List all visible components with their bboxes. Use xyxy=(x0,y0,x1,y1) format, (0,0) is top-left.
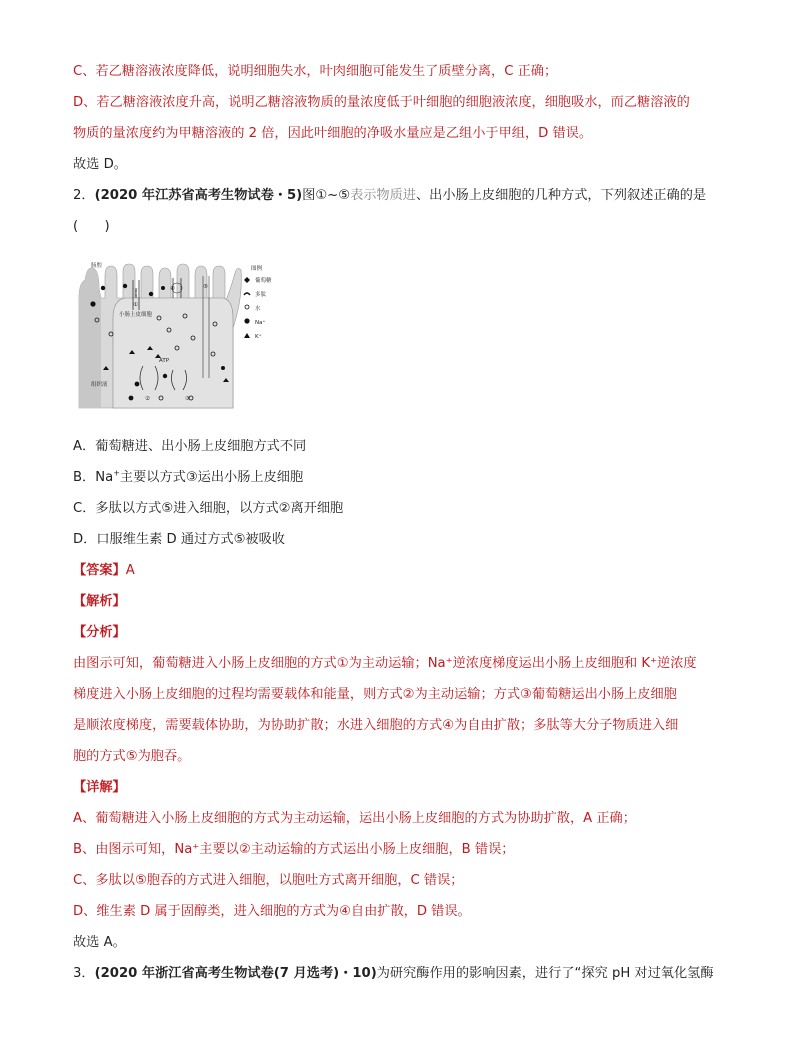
prev-conclusion: 故选 D。 xyxy=(73,157,127,172)
question-stem-part-c: 、出小肠上皮细胞的几种方式，下列叙述正确的是 xyxy=(416,188,707,203)
fenxi-label: 【分析】 xyxy=(73,625,126,640)
tissue-fluid-label: 组织液 xyxy=(91,382,108,388)
option-c: C．多肽以方式⑤进入细胞，以方式②离开细胞 xyxy=(73,501,344,516)
analysis-label: 【解析】 xyxy=(73,594,126,609)
question-2-paren: ( ) xyxy=(73,219,110,234)
num-2: ② xyxy=(145,396,150,402)
question-source: (2020 年江苏省高考生物试卷・5) xyxy=(94,188,303,203)
fenxi-line-1: 由图示可知，葡萄糖进入小肠上皮细胞的方式①为主动运输；Na⁺逆浓度梯度运出小肠上皮细胞和 K⁺逆浓度 xyxy=(73,656,697,671)
num-3: ③ xyxy=(185,396,190,402)
option-b-text: 主要以方式③运出小肠上皮细胞 xyxy=(119,470,304,485)
question-3-number: 3． xyxy=(73,966,95,981)
question-3-source: (2020 年浙江省高考生物试卷(7 月选考)・10) xyxy=(94,966,377,981)
question-stem-part-b: 表示物质进 xyxy=(350,188,416,203)
detail-line-d: D、维生素 D 属于固醇类，进入细胞的方式为④自由扩散，D 错误。 xyxy=(73,904,471,919)
detail-line-a: A、葡萄糖进入小肠上皮细胞的方式为主动运输，运出小肠上皮细胞的方式为协助扩散，A 正确； xyxy=(73,811,636,826)
option-a: A．葡萄糖进、出小肠上皮细胞方式不同 xyxy=(73,439,307,454)
detail-line-b: B、由图示可知，Na⁺主要以②主动运输的方式运出小肠上皮细胞，B 错误； xyxy=(73,842,515,857)
num-4: ④ xyxy=(170,286,175,292)
fenxi-line-2: 梯度进入小肠上皮细胞的过程均需要载体和能量，则方式②为主动运输；方式③葡萄糖运出小肠上皮细胞 xyxy=(73,687,677,702)
question-3-stem xyxy=(73,964,714,984)
legend-na-label: Na⁺ xyxy=(255,320,266,326)
legend-glucose-label: 葡萄糖 xyxy=(255,278,272,284)
num-1: ① xyxy=(133,302,138,308)
option-b-prefix: B．Na xyxy=(73,470,114,485)
fenxi-line-4: 胞的方式⑤为胞吞。 xyxy=(73,749,191,764)
detail-label: 【详解】 xyxy=(73,780,126,795)
question-stem-part-a: 图①~⑤ xyxy=(302,188,351,203)
fenxi-line-3: 是顺浓度梯度，需要载体协助，为协助扩散；水进入细胞的方式④为自由扩散；多肽等大分子物质进入细 xyxy=(73,718,679,733)
option-b xyxy=(73,468,303,488)
answer-line xyxy=(73,561,135,581)
legend-water-label: 水 xyxy=(255,306,261,312)
question-number: 2． xyxy=(73,188,95,203)
lumen-label: 肠腔 xyxy=(91,263,103,269)
cell-label: 小肠上皮细胞 xyxy=(119,312,153,318)
prev-option-c: C、若乙糖溶液浓度降低，说明细胞失水，叶肉细胞可能发生了质壁分离，C 正确； xyxy=(73,64,558,79)
option-b-superscript: + xyxy=(113,468,120,478)
option-d: D．口服维生素 D 通过方式⑤被吸收 xyxy=(73,532,285,547)
legend-title: 图例 xyxy=(251,266,263,272)
answer-label: 【答案】 xyxy=(73,563,126,578)
transport-diagram xyxy=(73,258,298,410)
q2-conclusion: 故选 A。 xyxy=(73,935,126,950)
prev-option-d-line1: D、若乙糖溶液浓度升高，说明乙糖溶液物质的量浓度低于叶细胞的细胞液浓度，细胞吸水，而乙糖溶液的 xyxy=(73,95,690,110)
intestinal-cell-figure xyxy=(73,258,298,410)
answer-value: A xyxy=(125,563,135,578)
num-5: ⑤ xyxy=(203,284,208,290)
detail-line-c: C、多肽以⑤胞吞的方式进入细胞，以胞吐方式离开细胞，C 错误； xyxy=(73,873,464,888)
atp-label: ATP xyxy=(159,358,170,364)
prev-option-d-line2: 物质的量浓度约为甲糖溶液的 2 倍，因此叶细胞的净吸水量应是乙组小于甲组，D 错误。 xyxy=(73,126,593,141)
legend-peptide-label: 多肽 xyxy=(255,292,267,298)
legend-na-icon xyxy=(244,318,249,323)
legend-k-label: K⁺ xyxy=(255,334,262,340)
question-3-text: 为研究酶作用的影响因素，进行了“探究 pH 对过氧化氢酶 xyxy=(376,966,714,981)
question-2-stem xyxy=(73,186,706,206)
